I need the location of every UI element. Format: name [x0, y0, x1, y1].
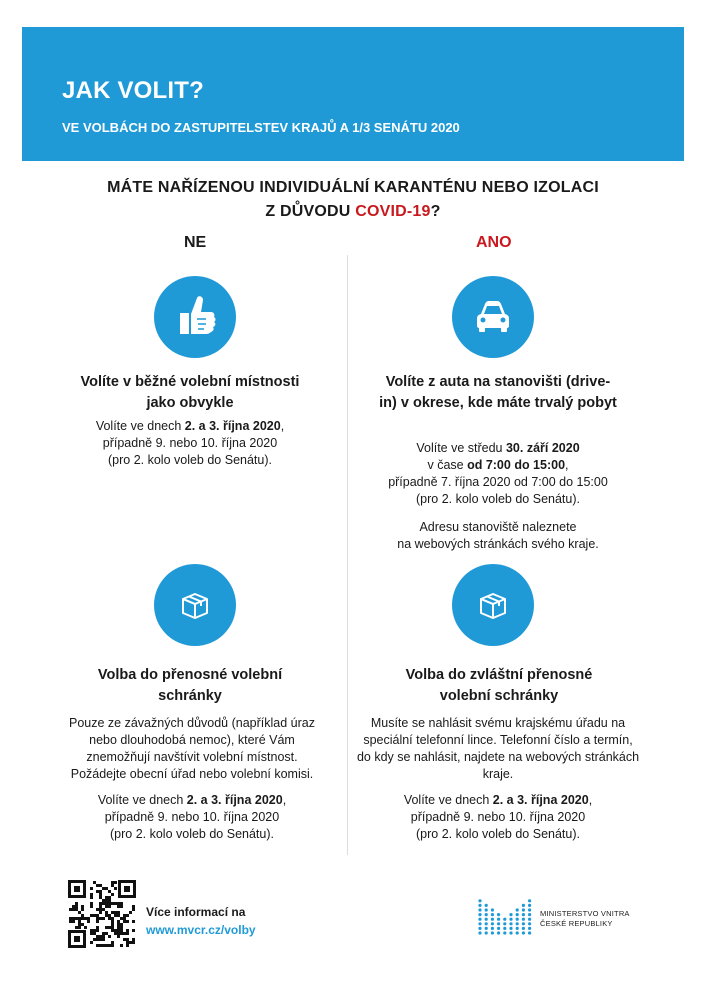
question-line-2 [0, 200, 706, 224]
ministry-name [540, 909, 630, 929]
yes-top-line-4: (pro 2. kolo voleb do Senátu). [416, 492, 580, 506]
question-line-2-start: Z DŮVODU [265, 203, 356, 220]
yes-top-time: od 7:00 do 15:00 [467, 458, 566, 472]
no-bottom-line-1 [58, 792, 326, 809]
page-subtitle: VE VOLBÁCH DO ZASTUPITELSTEV KRAJŮ A 1/3 SENÁTU 2020 [62, 120, 460, 135]
no-top-body [60, 418, 320, 469]
no-top-line-1-text: Volíte ve dnech [95, 419, 185, 433]
no-bottom-body [58, 715, 326, 843]
ministry-name-line-1: MINISTERSTVO VNITRA [540, 909, 630, 918]
thumbs-up-icon [154, 276, 236, 358]
car-icon [452, 276, 534, 358]
header-banner [22, 27, 684, 161]
qr-code-icon[interactable] [68, 880, 136, 948]
column-divider [347, 255, 348, 855]
no-top-heading: Volíte v běžné volební místnosti jako obvykle [80, 374, 300, 411]
covid-highlight: COVID-19 [355, 203, 431, 220]
yes-bottom-line-1 [356, 792, 640, 809]
yes-top-line-2-end: , [565, 458, 569, 472]
yes-top-line-1 [360, 440, 636, 457]
column-head-yes: ANO [476, 234, 512, 251]
yes-bottom-line-2: případně 9. nebo 10. října 2020 [410, 810, 586, 824]
yes-top-line-1-text: Volíte ve středu [416, 441, 506, 455]
page-title: JAK VOLIT? [62, 77, 205, 104]
yes-bottom-line-1-text: Volíte ve dnech [403, 793, 493, 807]
yes-bottom-dates: 2. a 3. října 2020 [492, 793, 589, 807]
yes-bottom-body [356, 715, 640, 843]
box-icon [452, 564, 534, 646]
no-bottom-line-3: (pro 2. kolo voleb do Senátu). [110, 827, 274, 841]
no-bottom-line-2: případně 9. nebo 10. října 2020 [104, 810, 280, 824]
yes-bottom-text: Musíte se nahlásit svému krajskému úřadu na speciální telefonní lince. Telefonní číslo a termín, do kdy se nahlásit, najdete na webových stránkách kraje. [356, 716, 640, 781]
yes-top-date: 30. září 2020 [505, 441, 580, 455]
yes-top-line-5: Adresu stanoviště naleznete [419, 520, 577, 534]
no-top-line-1 [60, 418, 320, 435]
box-icon [154, 564, 236, 646]
ministry-name-line-2: ČESKÉ REPUBLIKY [540, 919, 613, 928]
yes-top-line-2-text: v čase [427, 458, 468, 472]
no-bottom-dates: 2. a 3. října 2020 [186, 793, 283, 807]
main-question [0, 176, 706, 224]
yes-top-line-6: na webových stránkách svého kraje. [397, 537, 599, 551]
column-head-no: NE [184, 234, 207, 251]
no-top-line-2: případně 9. nebo 10. října 2020 [102, 436, 278, 450]
more-info-link[interactable]: www.mvcr.cz/volby [146, 923, 256, 937]
no-bottom-text: Pouze ze závažných důvodů (například úraz nebo dlouhodobá nemoc), které Vám znemožňují navštívit volební místnost. Požádejte obecní úřad nebo volební komisi. [69, 716, 315, 781]
no-top-line-3: (pro 2. kolo voleb do Senátu). [108, 453, 272, 467]
yes-top-line-2 [360, 457, 636, 474]
yes-bottom-line-3: (pro 2. kolo voleb do Senátu). [416, 827, 580, 841]
no-top-line-1-end: , [280, 419, 285, 433]
yes-top-body [360, 440, 636, 553]
no-bottom-heading: Volba do přenosné volební schránky [97, 667, 283, 704]
more-info-label: Více informací na [146, 905, 246, 919]
ministry-logo-icon [476, 895, 534, 937]
question-line-1: MÁTE NAŘÍZENOU INDIVIDUÁLNÍ KARANTÉNU NEBO IZOLACI [107, 179, 599, 196]
no-bottom-line-1-end: , [282, 793, 287, 807]
yes-top-heading: Volíte z auta na stanovišti (drive-in) v okrese, kde máte trvalý pobyt [379, 374, 617, 411]
no-bottom-line-1-text: Volíte ve dnech [97, 793, 187, 807]
question-mark: ? [430, 203, 441, 220]
yes-top-line-3: případně 7. října 2020 od 7:00 do 15:00 [388, 475, 608, 489]
yes-bottom-heading: Volba do zvláštní přenosné volební schránky [405, 667, 593, 704]
yes-bottom-line-1-end: , [588, 793, 593, 807]
no-top-dates: 2. a 3. října 2020 [184, 419, 281, 433]
